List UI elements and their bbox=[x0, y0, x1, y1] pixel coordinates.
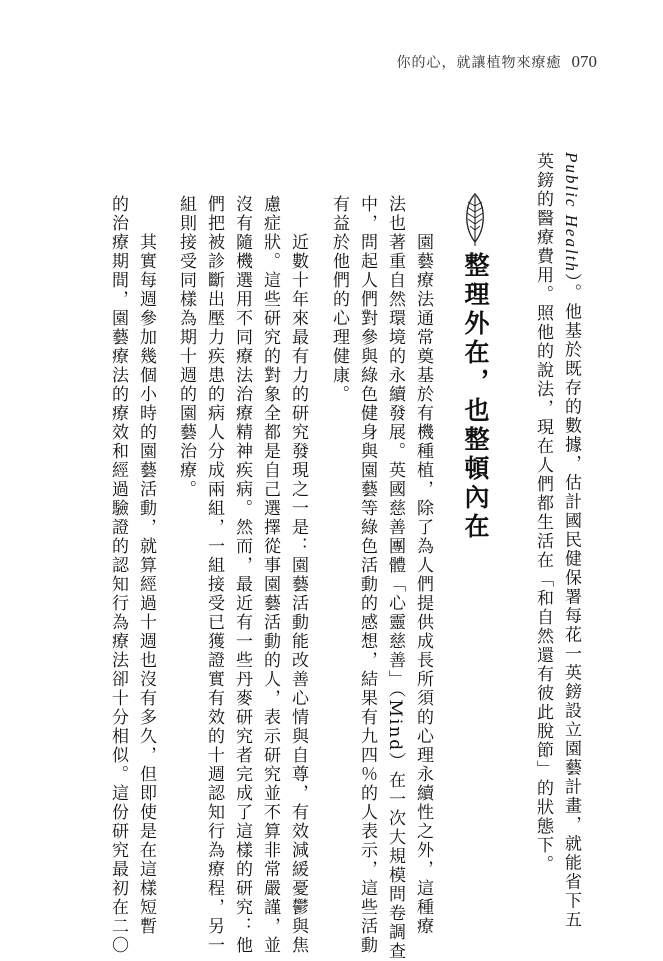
text-line-p2-1: 近數十年來最有力的研究發現之一是：園藝活動能改善心情與自尊，有效減緩憂鬱與焦 bbox=[288, 195, 308, 955]
book-title: 你的心，就讓植物來療癒 bbox=[396, 55, 562, 71]
text-line-p1-2: 法也著重自然環境的永續發展。英國慈善團體「心靈慈善」（Mind）在一次大規模問卷調查 bbox=[385, 195, 405, 961]
text-line-top-1: Public Health）。他基於既存的數據，估計國民健保署每花一英鎊設立園藝計畫，就能省下五 bbox=[561, 152, 581, 930]
text-line-p1-3: 中，問起人們對參與綠色健身與園藝等綠色活動的感想，結果有九四％的人表示，這些活動 bbox=[357, 195, 377, 955]
section-heading: 整理外在，也整頓內在 bbox=[461, 252, 490, 542]
text-line-p2-3: 沒有隨機選用不同療法治療精神疾病。然而，最近有一些丹麥研究者完成了這樣的研究：他 bbox=[232, 195, 252, 955]
running-header bbox=[397, 52, 598, 72]
text-line-p1-1: 園藝療法通常奠基於有機種植，除了為人們提供成長所須的心理永續性之外，這種療 bbox=[413, 195, 433, 936]
leaf-icon bbox=[462, 192, 488, 248]
page-number: 070 bbox=[571, 52, 597, 71]
text-line-p3-1: 其實每週參加幾個小時的園藝活動，就算經過十週也沒有多久，但即使是在這樣短暫 bbox=[136, 195, 156, 936]
text-line-p2-4: 們把被診斷出壓力疾患的病人分成兩組，一組接受已獲證實有效的十週認知行為療程，另一 bbox=[204, 195, 224, 955]
text-line-p2-2: 慮症狀。這些研究的對象全都是自己選擇從事園藝活動的人，表示研究並不算非常嚴謹，並 bbox=[260, 195, 280, 955]
latin-term: Public Health bbox=[562, 152, 581, 273]
text-line-p2-5: 組則接受同樣為期十週的園藝治療。 bbox=[176, 195, 196, 499]
text-line-top-2: 英鎊的醫療費用。照他的說法，現在人們都生活在「和自然還有彼此脫節」的狀態下。 bbox=[533, 152, 553, 874]
text-line-p3-2: 的治療期間，園藝療法的療效和經過驗證的認知行為療法卻十分相似。這份研究最初在二〇 bbox=[108, 195, 128, 955]
text-line-p1-4: 有益於他們的心理健康。 bbox=[329, 195, 349, 404]
